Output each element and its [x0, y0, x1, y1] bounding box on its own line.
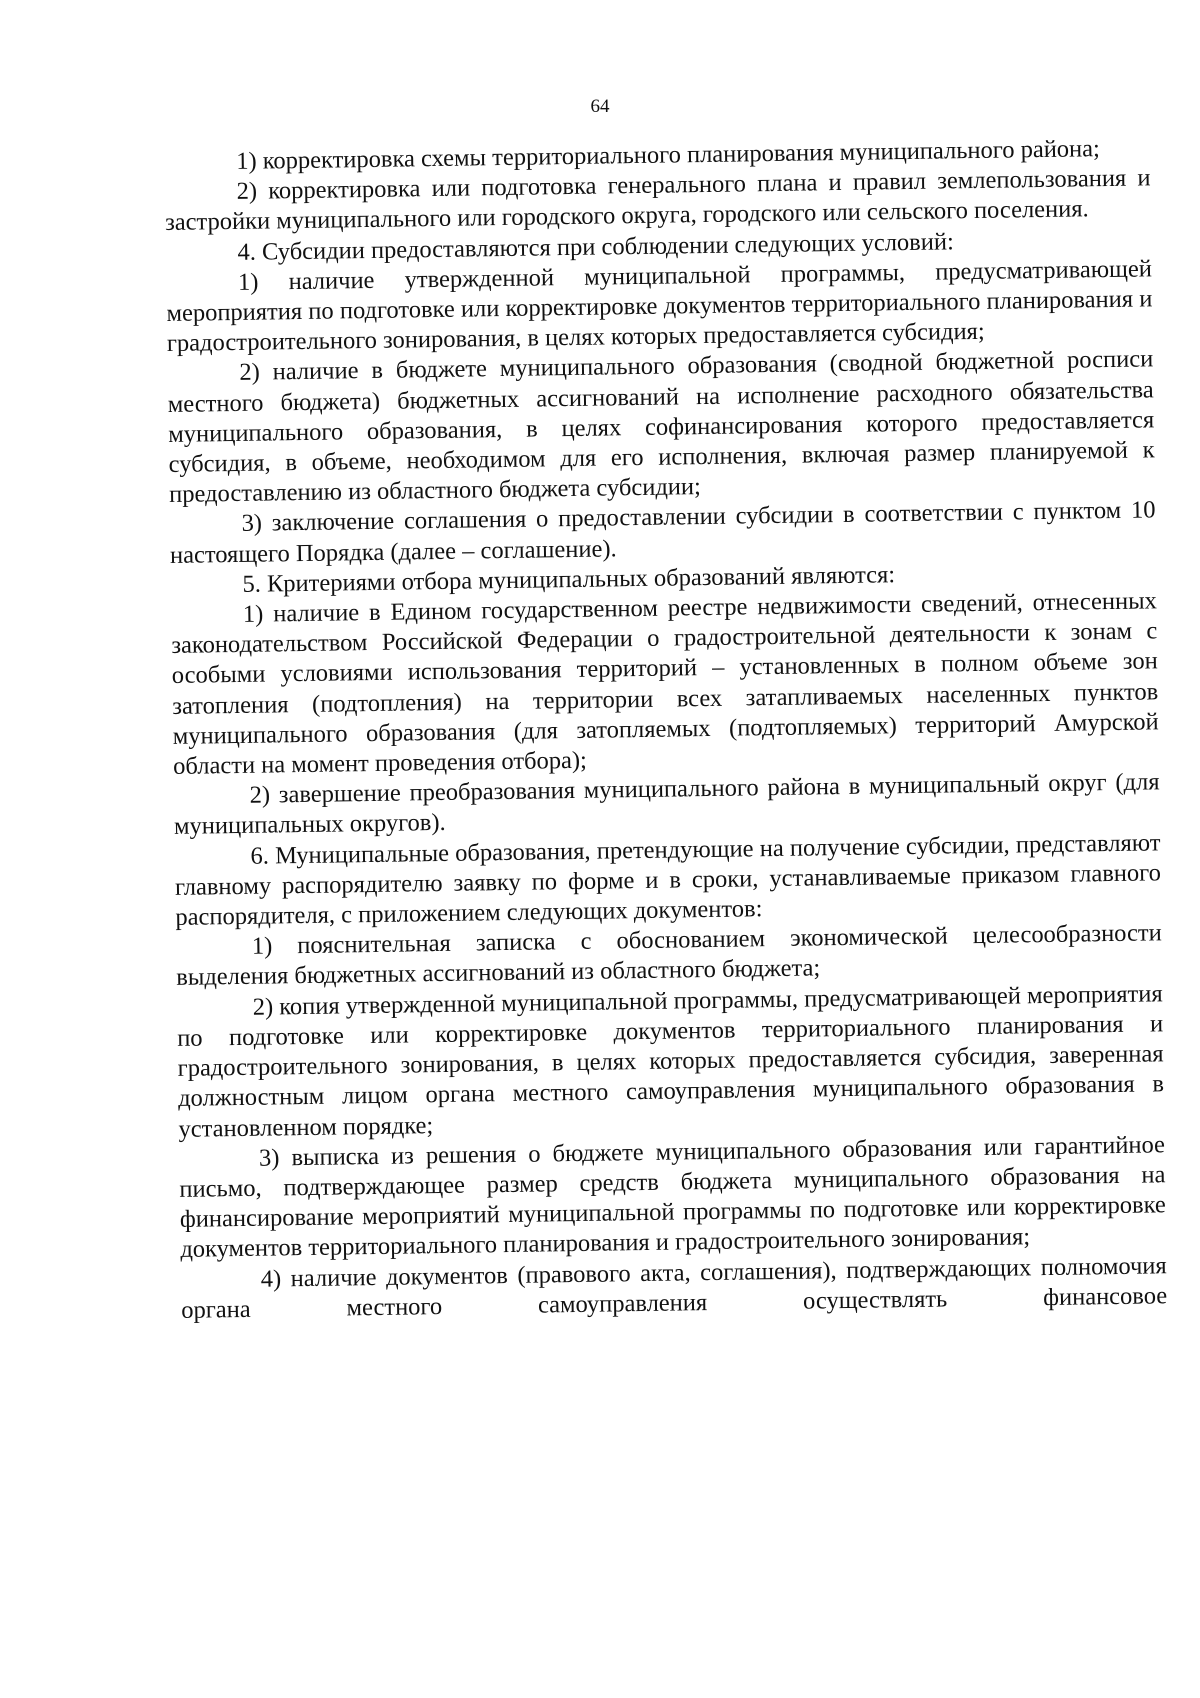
paragraph-3: 4. Субсидии предоставляются при соблюдении следующих условий: — [237, 227, 954, 266]
paragraph-2: 2) корректировка или подготовка генерального плана и правил землепользования и застройки муниципального или городского округа, городского или сельского поселения. — [164, 164, 1151, 237]
paragraph-5: 2) наличие в бюджете муниципального образования (сводной бюджетной росписи местного бюджета) бюджетных ассигнований на исполнение расходного обязательства муниципального образования, в целях софинансирования которого предоставляется субсидия, в объеме, необходимом для его исполнения, включая размер планируемой к предоставлению из областного бюджета субсидии; — [167, 345, 1155, 509]
document-body — [164, 133, 1167, 1325]
paragraph-14: 4) наличие документов (правового акта, соглашения), подтверждающих полномочия органа местного самоуправления осуществлять финансовое — [181, 1251, 1168, 1324]
paragraph-10: 6. Муниципальные образования, претендующие на получение субсидии, представляют главному распорядителю заявку по форме и в сроки, устанавливаемые приказом главного распорядителя, с приложением следующих документов: — [174, 828, 1162, 931]
paragraph-8: 1) наличие в Едином государственном реестре недвижимости сведений, отнесенных законодательством Российской Федерации о градостроительной деятельности к зонам с особыми условиями использования территорий – установленных в полном объеме зон затопления (подтопления) на территории всех затапливаемых населенных пунктов муниципального образования (для затопляемых (подтопляемых) территорий Амурской области на момент проведения отбора); — [171, 587, 1159, 780]
paragraph-7: 5. Критериями отбора муниципальных образований являются: — [242, 561, 896, 598]
page-number: 64 — [590, 96, 610, 117]
paragraph-13: 3) выписка из решения о бюджете муниципального образования или гарантийное письмо, подтверждающее размер средств бюджета муниципального образования на финансирование мероприятий муниципальной программы по подготовке или корректировке документов территориального планирования и градостроительного зонирования; — [179, 1130, 1166, 1264]
paragraph-9: 2) завершение преобразования муниципального района в муниципальный округ (для муниципальных округов). — [173, 768, 1160, 841]
paragraph-4: 1) наличие утвержденной муниципальной программы, предусматривающей мероприятия по подготовке или корректировке документов территориального планирования и градостроительного зонирования, в целях которых предоставляется субсидия; — [166, 255, 1153, 358]
paragraph-6: 3) заключение соглашения о предоставлении субсидии в соответствии с пунктом 10 настоящего Порядка (далее – соглашение). — [169, 496, 1156, 569]
paragraph-1: 1) корректировка схемы территориального планирования муниципального района; — [236, 135, 1101, 175]
paragraph-11: 1) пояснительная записка с обоснованием экономической целесообразности выделения бюджетных ассигнований из областного бюджета; — [176, 919, 1162, 992]
paragraph-12: 2) копия утвержденной муниципальной программы, предусматривающей мероприятия по подготовке или корректировке документов территориального планирования и градостроительного зонирования, в целях которых предоставляется субсидия, заверенная должностным лицом органа местного самоуправления муниципального образования в установленном порядке; — [177, 979, 1165, 1143]
